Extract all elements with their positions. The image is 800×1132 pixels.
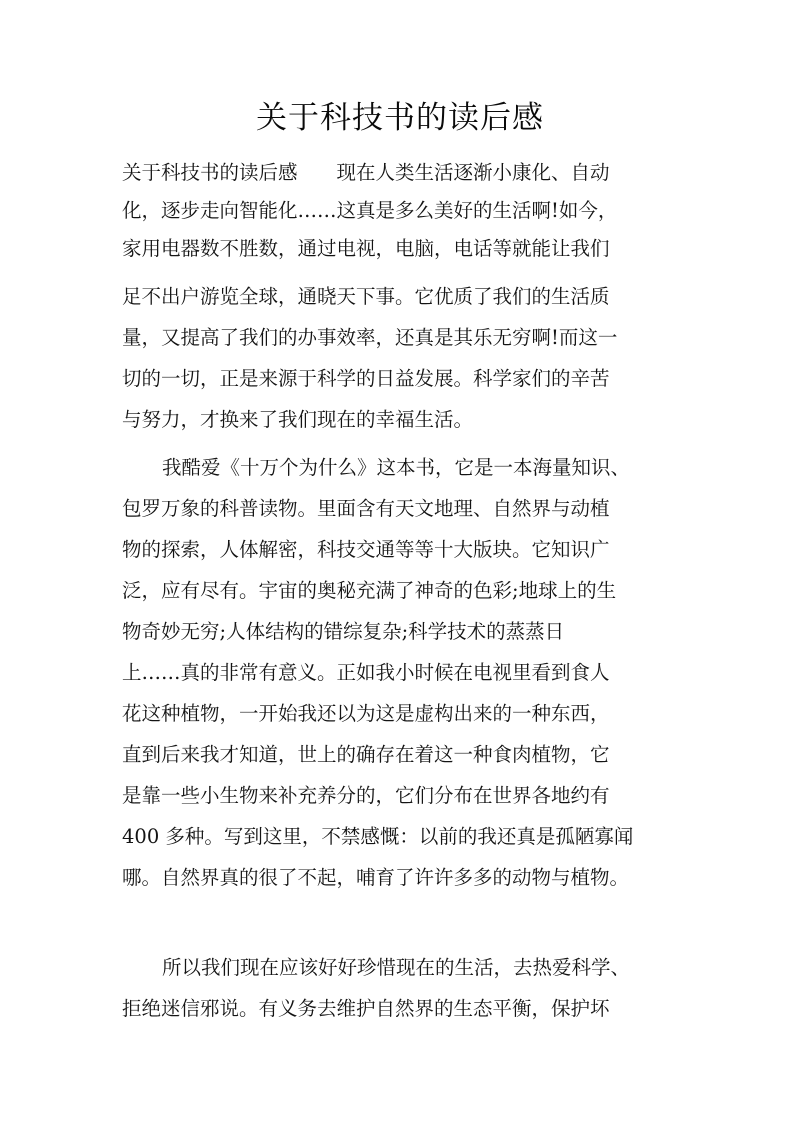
body-line: 400 多种。写到这里，不禁感慨：以前的我还真是孤陋寡闻 [122,825,634,848]
body-line: 家用电器数不胜数，通过电视，电脑，电话等就能让我们 [122,237,610,260]
body-line: 与努力，才换来了我们现在的幸福生活。 [122,408,474,431]
body-line: 量，又提高了我们的办事效率，还真是其乐无穷啊!而这一 [122,326,618,349]
body-line: 直到后来我才知道，世上的确存在着这一种食肉植物，它 [122,743,610,766]
body-line: 切的一切，正是来源于科学的日益发展。科学家们的辛苦 [122,367,610,390]
body-line: 拒绝迷信邪说。有义务去维护自然界的生态平衡，保护坏 [122,997,610,1020]
body-line: 关于科技书的读后感 现在人类生活逐渐小康化、自动 [122,161,610,184]
body-line: 是靠一些小生物来补充养分的，它们分布在世界各地约有 [122,784,610,807]
body-line: 上……真的非常有意义。正如我小时候在电视里看到食人 [122,661,610,684]
body-line: 足不出户游览全球，通晓天下事。它优质了我们的生活质 [122,285,610,308]
body-line: 化，逐步走向智能化……这真是多么美好的生活啊!如今， [122,199,618,222]
body-line: 包罗万象的科普读物。里面含有天文地理、自然界与动植 [122,497,610,520]
body-line: 花这种植物，一开始我还以为这是虚构出来的一种东西， [122,702,610,725]
body-line: 物奇妙无穷;人体结构的错综复杂;科学技术的蒸蒸日 [122,620,565,643]
body-line: 我酷爱《十万个为什么》这本书，它是一本海量知识、 [162,456,631,479]
body-line: 哪。自然界真的很了不起，哺育了许许多多的动物与植物。 [122,866,630,889]
body-line: 物的探索，人体解密，科技交通等等十大版块。它知识广 [122,538,610,561]
document-title: 关于科技书的读后感 [256,100,544,136]
body-line: 泛，应有尽有。宇宙的奥秘充满了神奇的色彩;地球上的生 [122,579,617,602]
body-line: 所以我们现在应该好好珍惜现在的生活，去热爱科学、 [162,956,631,979]
